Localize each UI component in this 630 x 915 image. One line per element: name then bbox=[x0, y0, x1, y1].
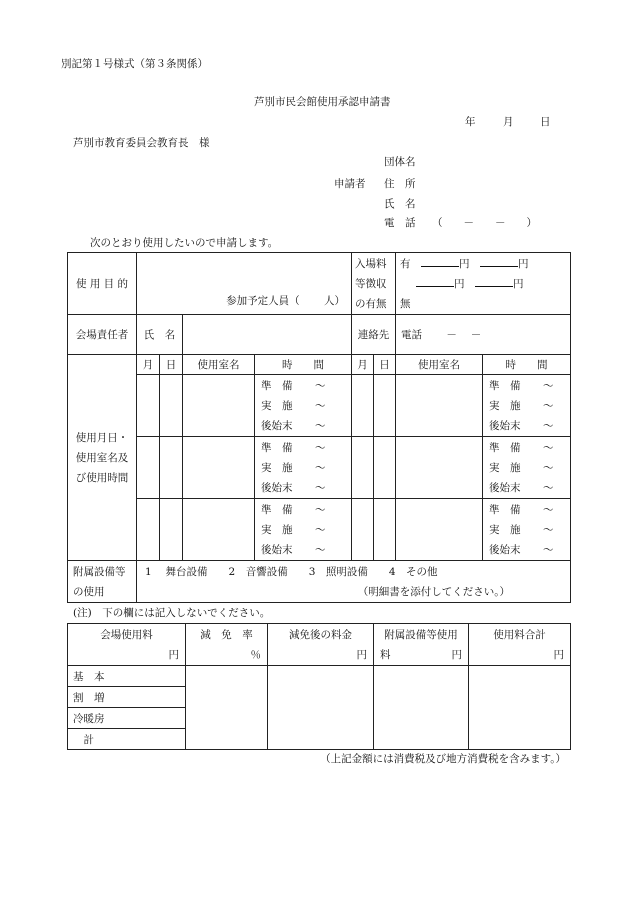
time-cell[interactable]: 準 備 ～ 実 施 ～ 後始末 ～ bbox=[255, 375, 352, 437]
yen-4: 円 bbox=[513, 277, 524, 290]
header-time-2: 時 間 bbox=[483, 355, 571, 375]
total-fee-value[interactable] bbox=[469, 666, 571, 750]
manager-name-label: 氏 名 bbox=[137, 315, 183, 355]
form-title: 芦別市民会館使用承認申請書 bbox=[254, 96, 391, 108]
header-day-1: 日 bbox=[160, 355, 183, 375]
notice-text: (注) 下の欄には記入しないでください。 bbox=[73, 607, 271, 619]
fee-amount-row[interactable] bbox=[400, 274, 570, 294]
fee-row-surcharge: 割 増 bbox=[68, 687, 186, 708]
fee-label-2: 等徴収 bbox=[355, 277, 387, 290]
fee-table bbox=[67, 623, 571, 750]
addressee: 芦別市教育委員会教育長 様 bbox=[73, 137, 210, 149]
yen-3: 円 bbox=[454, 277, 465, 290]
venue-fee-header: 会場使用料 円 bbox=[68, 624, 186, 666]
purpose-label: 使 用 目 的 bbox=[68, 253, 137, 315]
tax-footnote: （上記金額には消費税及び地方消費税を含みます。） bbox=[320, 753, 566, 765]
time-cell[interactable]: 準 備 ～ 実 施 ～ 後始末 ～ bbox=[255, 437, 352, 499]
application-table bbox=[67, 252, 571, 603]
equipment-options: 1 舞台設備 2 音響設備 3 照明設備 4 その他 bbox=[145, 565, 438, 578]
equipment-fee-value[interactable] bbox=[374, 666, 469, 750]
fee-label-3: の有無 bbox=[355, 297, 387, 310]
time-cell[interactable]: 準 備 ～ 実 施 ～ 後始末 ～ bbox=[483, 499, 571, 561]
date-year: 年 bbox=[465, 116, 476, 128]
date-month: 月 bbox=[503, 116, 514, 128]
fee-no[interactable]: 無 bbox=[400, 297, 411, 310]
fee-row-total: 計 bbox=[68, 729, 186, 750]
schedule-row bbox=[68, 375, 571, 437]
date-day: 日 bbox=[540, 116, 551, 128]
fee-row-aircon: 冷暖房 bbox=[68, 708, 186, 729]
total-fee-header: 使用料合計 円 bbox=[469, 624, 571, 666]
header-room-2: 使用室名 bbox=[396, 355, 483, 375]
attendees-label: 参加予定人員（ 人） bbox=[226, 295, 346, 307]
manager-name-field[interactable] bbox=[183, 315, 352, 355]
time-cell[interactable]: 準 備 ～ 実 施 ～ 後始末 ～ bbox=[483, 437, 571, 499]
after-fee-value[interactable] bbox=[268, 666, 374, 750]
yen-1: 円 bbox=[459, 257, 470, 270]
contact-label: 連絡先 bbox=[352, 315, 396, 355]
applicant-label: 申請者 bbox=[334, 178, 366, 190]
schedule-row bbox=[68, 499, 571, 561]
contact-phone[interactable]: 電話 － － bbox=[396, 315, 571, 355]
header-day-2: 日 bbox=[374, 355, 396, 375]
fee-row-basic: 基 本 bbox=[68, 666, 186, 687]
reduction-value[interactable] bbox=[186, 666, 268, 750]
fee-label-1: 入場料 bbox=[355, 257, 387, 270]
purpose-field[interactable] bbox=[137, 253, 352, 315]
form-number: 別記第１号様式（第３条関係） bbox=[61, 58, 208, 70]
time-cell[interactable]: 準 備 ～ 実 施 ～ 後始末 ～ bbox=[255, 499, 352, 561]
equipment-fee-header: 附属設備等使用 料 円 bbox=[374, 624, 469, 666]
applicant-phone-template: （ － － ） bbox=[432, 217, 537, 229]
reduction-header: 減 免 率 ％ bbox=[186, 624, 268, 666]
applicant-org-label: 団体名 bbox=[384, 156, 416, 168]
fee-yes: 有 bbox=[400, 257, 411, 270]
applicant-phone-label: 電 話 bbox=[384, 217, 416, 229]
header-room-1: 使用室名 bbox=[183, 355, 255, 375]
equipment-label: 附属設備等 の使用 bbox=[68, 561, 137, 603]
applicant-name-label: 氏 名 bbox=[384, 198, 416, 210]
schedule-label: 使用月日・ 使用室名及 び使用時間 bbox=[68, 355, 137, 561]
header-time-1: 時 間 bbox=[255, 355, 352, 375]
after-fee-header: 減免後の料金 円 bbox=[268, 624, 374, 666]
manager-label: 会場責任者 bbox=[68, 315, 137, 355]
schedule-row bbox=[68, 437, 571, 499]
equipment-note: （明細書を添付してください。） bbox=[357, 585, 511, 598]
fee-yes-row[interactable] bbox=[400, 254, 570, 274]
time-cell[interactable]: 準 備 ～ 実 施 ～ 後始末 ～ bbox=[483, 375, 571, 437]
equipment-field[interactable] bbox=[137, 561, 571, 603]
yen-2: 円 bbox=[518, 257, 529, 270]
applicant-address-label: 住 所 bbox=[384, 178, 416, 190]
header-month-2: 月 bbox=[352, 355, 374, 375]
header-month-1: 月 bbox=[137, 355, 160, 375]
intro-text: 次のとおり使用したいので申請します。 bbox=[90, 237, 279, 249]
